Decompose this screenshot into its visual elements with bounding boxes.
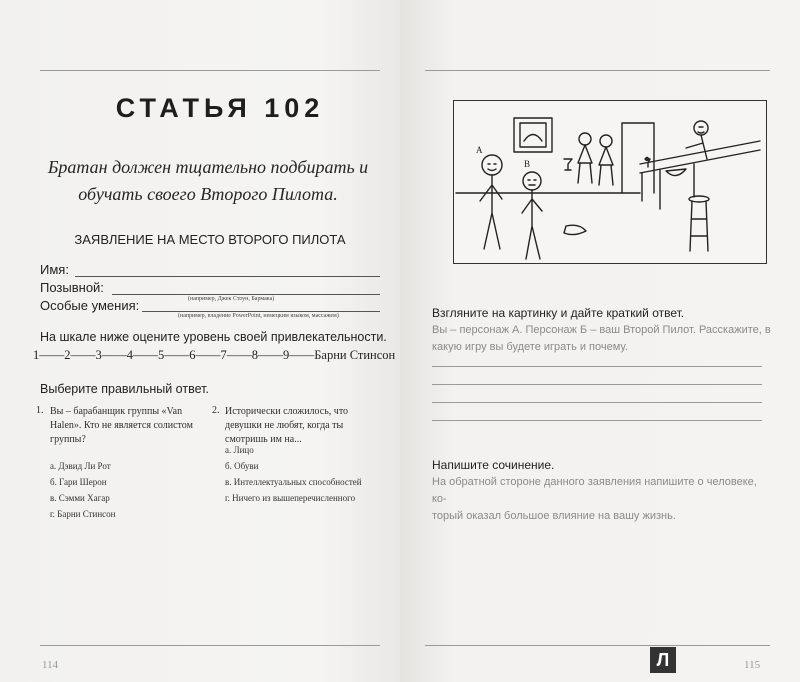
bar-stool-legs xyxy=(690,201,708,251)
task2-heading: Напишите сочинение. xyxy=(432,458,555,472)
q2-text: Исторически сложилось, что девушки не любят, когда ты смотришь им на... xyxy=(225,406,349,445)
skills-hint: (например, владение PowerPoint, немецким языком, массажем) xyxy=(178,313,339,319)
article-title: СТАТЬЯ 102 xyxy=(115,93,325,123)
task2-text-line-2: торый оказал большое влияние на вашу жизнь. xyxy=(432,510,676,522)
answer-line-2[interactable] xyxy=(432,384,762,385)
q1-options xyxy=(50,458,115,522)
rating-scale: 1——2——3——4——5——6——7——8——9——Барни Стинсон xyxy=(33,348,396,362)
girl-1-body xyxy=(578,145,592,183)
bottom-rule-left xyxy=(40,645,380,646)
label-b: B xyxy=(524,159,531,169)
task1-text-line-1: Вы – персонаж А. Персонаж Б – ваш Второй Пилот. Расскажите, в xyxy=(432,324,771,336)
callsign-label: Позывной: xyxy=(40,280,104,295)
q1-number: 1. xyxy=(36,405,44,416)
article-subtitle xyxy=(28,154,388,208)
bartender-face xyxy=(698,127,704,133)
task1-heading: Взгляните на картинку и дайте краткий ответ. xyxy=(432,306,685,320)
q2-options xyxy=(225,442,362,506)
person-b-face xyxy=(528,180,536,185)
door xyxy=(622,123,654,193)
person-a-face xyxy=(488,164,496,171)
answer-line-1[interactable] xyxy=(432,366,762,367)
q2-number: 2. xyxy=(212,405,220,416)
subtitle-line-2: обучать своего Второго Пилота. xyxy=(78,184,338,204)
subtitle-line-1: Братан должен тщательно подбирать и xyxy=(47,157,369,177)
task1-text-line-2: какую игру вы будете играть и почему. xyxy=(432,341,628,353)
q2-option-c[interactable]: в. Интеллектуальных способностей xyxy=(225,477,362,487)
quiz-heading: Выберите правильный ответ. xyxy=(40,382,209,396)
q2-option-d[interactable]: г. Ничего из вышеперечисленного xyxy=(225,493,356,503)
name-label: Имя: xyxy=(40,262,69,277)
person-b-head xyxy=(523,172,541,190)
label-a: A xyxy=(476,145,483,155)
q1-option-d[interactable]: г. Барни Стинсон xyxy=(50,509,116,519)
watermelon-slice xyxy=(666,169,686,176)
callsign-hint: (например, Джек Стоун, Бармака) xyxy=(188,296,275,302)
task2-text-line-1: На обратной стороне данного заявления напишите о человеке, ко- xyxy=(432,476,757,505)
skills-field[interactable] xyxy=(142,311,380,312)
person-a-body xyxy=(480,175,502,249)
top-rule-left xyxy=(40,70,380,71)
page-number-right: 115 xyxy=(744,659,761,671)
q1-option-c[interactable]: в. Сэмми Хагар xyxy=(50,493,110,503)
callsign-field[interactable] xyxy=(112,294,380,295)
answer-line-3[interactable] xyxy=(432,402,762,403)
q1-text: Вы – барабанщик группы «Van Halen». Кто не является солистом группы? xyxy=(50,406,193,445)
answer-line-4[interactable] xyxy=(432,420,762,421)
page-number-left: 114 xyxy=(42,659,59,671)
person-a-head xyxy=(482,155,502,175)
q2-option-b[interactable]: б. Обуви xyxy=(225,461,259,471)
bartender-body xyxy=(686,135,707,159)
person-b-body xyxy=(522,190,542,259)
illustration-svg xyxy=(454,101,766,263)
girl-2-body xyxy=(599,147,613,185)
q1-option-a[interactable]: а. Дэвид Ли Рот xyxy=(50,461,111,471)
q2-option-a[interactable]: а. Лицо xyxy=(225,445,254,455)
bar-front xyxy=(642,170,660,209)
top-rule-right xyxy=(425,70,770,71)
wall-picture-figure xyxy=(524,135,542,142)
cocktail-glass xyxy=(564,159,572,170)
name-field[interactable] xyxy=(75,276,380,277)
spilled-drink xyxy=(564,225,586,234)
q1-option-b[interactable]: б. Гари Шерон xyxy=(50,477,107,487)
girl-1-head xyxy=(579,133,591,145)
girl-2-head xyxy=(600,135,612,147)
bar-top-edge xyxy=(640,150,760,173)
bottom-rule-right xyxy=(425,645,770,646)
publisher-badge: Л xyxy=(650,647,676,673)
task2-text xyxy=(432,474,772,525)
rating-heading: На шкале ниже оцените уровень своей привлекательности. xyxy=(40,330,387,344)
task1-text xyxy=(432,322,772,356)
skills-label: Особые умения: xyxy=(40,298,140,313)
stick-figure-illustration xyxy=(453,100,767,264)
form-heading: ЗАЯВЛЕНИЕ НА МЕСТО ВТОРОГО ПИЛОТА xyxy=(74,232,346,247)
